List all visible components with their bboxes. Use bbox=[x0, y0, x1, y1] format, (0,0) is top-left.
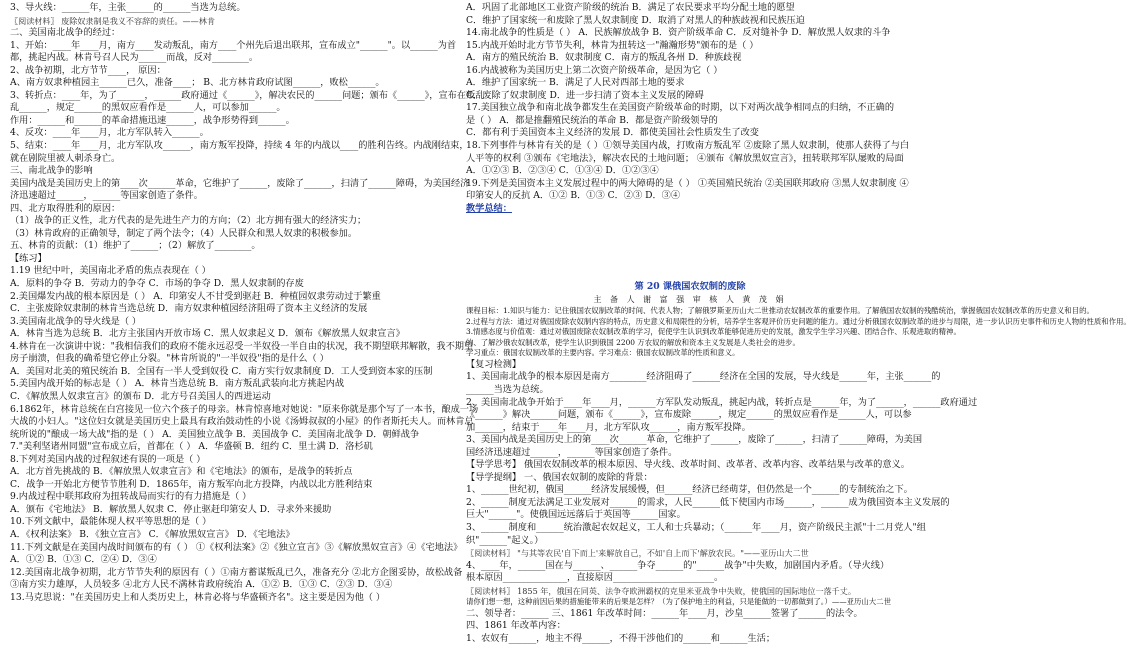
text-line: 四、北方取得胜利的原因： bbox=[10, 202, 121, 214]
review-section bbox=[466, 358, 978, 646]
text-line: 4.林肯在一次演讲中说："我相信我们的政府不能永远忍受一半奴役一半自由的状况，我不期望联邦解散，我不期望 bbox=[10, 340, 474, 352]
text-line: 2、战争初期，北方节节____， 原因： bbox=[10, 64, 166, 76]
text-line: 〖阅读材料〗 1855 年，俄国在同英、法争夺欧洲霸权的克里米亚战争中失败，使俄国的国际地位一落千丈。 bbox=[466, 585, 856, 596]
text-line: 3.美国南北战争的导火线是（ ） bbox=[10, 315, 142, 327]
text-line: 大战的小妇人。"这位妇女就是美国历史上最具有政治鼓动性的小说《汤姆叔叔的小屋》的作者斯托夫人。而林肯总 bbox=[10, 416, 474, 428]
text-line: 14.南北战争的性质是（ ） A．民族解放战争 B．资产阶级革命 C．反对缝补争 D．解放黑人奴隶的斗争 bbox=[466, 27, 891, 39]
goal-line: 的、了解沙俄农奴制改革，使学生认识到俄国 2200 万农奴的解放和资本主义发展是人类社会的进步。 bbox=[466, 337, 800, 347]
text-line: 巨大"______"。使俄国远远落后于英国等______国家。 bbox=[466, 509, 686, 521]
lesson-title: 第 20 课俄国农奴制的废除 bbox=[634, 281, 746, 293]
text-line: 3、转折点：____年，为了______，______政府通过《______》，解决农民的______问题；颁布《______》，宣布在叛乱 bbox=[10, 89, 485, 101]
text-line: （1）战争的正义性，北方代表的是先进生产力的方向；（2）北方拥有强大的经济实力； bbox=[10, 215, 367, 227]
text-line: 15.内战开始时北方节节失利，林肯为扭转这一"瀚瀚形势"颁布的是（ ） bbox=[466, 39, 759, 51]
text-line: 3、美国内战是美国历史上的第____次______革命，它维护了______，废除了______，扫清了______障碍，为美国 bbox=[466, 434, 923, 446]
text-line: A．维护了国家统一 B．满足了人民对西部土地的要求 bbox=[466, 77, 685, 89]
authors-line: 主 备 人 谢 富 强 审 核 人 黄 茂 娟 bbox=[593, 294, 787, 304]
text-line: 根本原因______________，直接原因______________________。 bbox=[466, 572, 724, 584]
text-line: 2.美国爆发内战的根本原因是（ ） A．印第安人不甘受到驱赶 B．种植园奴隶劳动过于繁重 bbox=[10, 290, 381, 302]
text-line: 2、______制度无法满足工业发展对______的需求，人民______低下使国内市场______，______成为俄国资本主义发展的 bbox=[466, 496, 950, 508]
goal-line: 3.情感态度与价值观：通过对俄国废除农奴制改革的学习，促使学生认识到改革能够促进历史的发展，激发学生学习兴趣、团结合作、乐观进取的精神。 bbox=[466, 327, 961, 337]
text-line: 济迅速超过______，______等国家创造了条件。 bbox=[10, 190, 203, 202]
text-line: A．巩固了北部地区工业资产阶级的统治 B．满足了农民要求平均分配土地的愿望 bbox=[466, 2, 795, 13]
text-line: 人平等的权利 ③颁布《宅地法》，解决农民的土地问题； ④颁布《解放黑奴宣言》，扭转联邦军队屡败的局面 bbox=[466, 152, 904, 164]
text-line: 二、美国南北战争的经过： bbox=[10, 27, 121, 39]
goal-line: 学习重点：俄国农奴制改革的主要内容。学习难点：俄国农奴制改革的性质和意义。 bbox=[466, 348, 740, 358]
text-line: A．原料的争夺 B．劳动力的争夺 C．市场的争夺 D．黑人奴隶制的存废 bbox=[10, 278, 304, 290]
text-line: 10.下列文献中，最能体现人权平等思想的是（ ） bbox=[10, 516, 212, 528]
blank-space bbox=[466, 215, 914, 281]
text-line: 是（ ） A．都是推翻殖民统治的革命 B．都是资产阶级领导的 bbox=[466, 114, 718, 126]
text-line: 4、反攻：____年____月，北方军队转入______。 bbox=[10, 127, 209, 139]
teaching-summary-label: 教学总结： bbox=[466, 202, 512, 214]
text-line: 5.美国内战开始的标志是（ ） A．林肯当选总统 B．南方叛乱武装向北方挑起内战 bbox=[10, 378, 345, 390]
text-line: 【练习】 bbox=[10, 252, 47, 264]
goal-line: 2.过程与方法：通过对俄国废除农奴制内容的特点，历史意义和局限性的分析，培养学生客观评价历史问题的能力。通过分析俄国农奴制改革的进步与局限，进一步认识历史事件和历史人物的性质和作用。 bbox=[466, 316, 1131, 326]
course-goals bbox=[466, 306, 1131, 359]
text-line: A．颁布《宅地法》 B．解放黑人奴隶 C．停止驱赶印第安人 D．寻求外来援助 bbox=[10, 503, 332, 515]
text-line: C．主张废除奴隶制的林肯当选总统 D．南方奴隶种植园经济阻碍了资本主义经济的发展 bbox=[10, 303, 368, 315]
practice-questions-continued bbox=[466, 2, 914, 203]
goal-line: 课程目标：1.知识与能力：记住俄国农奴制改革的时间、代表人物；了解俄罗斯亚历山大二世推动农奴制改革的重要作用。了解俄国农奴制的残酷统治，掌握俄国农奴制改革的历史意义和目的。 bbox=[466, 306, 1094, 316]
text-line: 《______》解决______问题，颁布《______》，宣布废除______，规定______的黑奴应看作是______人，可以参 bbox=[466, 409, 912, 421]
text-line: 〖阅读材料〗 "与其等农民'自下而上'来解放自己，不如'自上而下'解放农民。"——亚历山大二世 bbox=[466, 548, 809, 559]
text-line: 12.美国南北战争初期，北方节节失利的原因有（ ）①南方蓄谋叛乱已久，准备充分 ②北方企图妥协，故松战备 bbox=[10, 566, 463, 578]
text-line: 17.美国独立战争和南北战争都发生在美国资产阶级革命的时期，以下对两次战争相同点的归纳，不正确的 bbox=[466, 102, 895, 114]
text-line: A．《权利法案》 B．《独立宣言》 C．《解放黑奴宣言》 D．《宅地法》 bbox=[10, 528, 295, 540]
text-line: 请你们想一想，这种前因后果的措施能带来的后果是怎样？（为了保护地主的利益，只是能做的一切都做到了。）——亚历山大二世 bbox=[466, 597, 891, 607]
text-line: 16.内战被称为美国历史上第二次资产阶级革命，是因为它（ ） bbox=[466, 64, 723, 76]
text-line: 1、美国南北战争的根本原因是南方________经济阻碍了______经济在全国的发展，导火线是______年，主张______的 bbox=[466, 371, 941, 383]
text-line: 8.下列对美国内战的过程叙述有误的一项是（ ） bbox=[10, 453, 206, 465]
text-line: 五、林肯的贡献：（1）维护了______；（2）解放了________。 bbox=[10, 240, 261, 252]
text-line: A．美国对北美的殖民统治 B．全国有一半人受到奴役 C．南方实行奴隶制度 D．工人受到资本家的压制 bbox=[10, 365, 433, 377]
text-line: 5、结束：____年____月，北方军队攻______，南方叛军投降，持续 4 年的内战以____的胜利告终。内战刚结束， bbox=[10, 140, 469, 152]
text-line: A．林肯当选为总统 B．北方主张国内开放市场 C．黑人奴隶起义 D．颁布《解放黑人奴隶宣言》 bbox=[10, 328, 405, 340]
text-line: 作用：______和______的革命措施迅速______，战争形势得到______。 bbox=[10, 114, 295, 126]
text-line: A．南方的殖民统治 B．奴隶制度 C．南方的叛乱各州 D．种族歧视 bbox=[466, 52, 742, 64]
text-line: 【复习检测】 bbox=[466, 358, 522, 370]
text-line: 乱______，规定______的黑奴应看作是______人，可以参加______。 bbox=[10, 102, 286, 114]
text-line: 18.下列事件与林肯有关的是（ ）①领导美国内战，打败南方叛乱军 ②废除了黑人奴隶制，使那人获得了与白 bbox=[466, 140, 910, 152]
text-line: 4、____年，______国在与______、______争夺______的"______战争"中失败，加剧国内矛盾。（导火线） bbox=[466, 559, 890, 571]
text-line: 【导学提纲】 一、俄国农奴制的废除的背景： bbox=[466, 471, 653, 483]
text-line: 统所说的"酿成一场大战"指的是（ ） A．美国独立战争 B．美国战争 C．美国南北战争 D．朝鲜战争 bbox=[10, 428, 420, 440]
text-line: 3、______制度和______统治激起农奴起义，工人和士兵暴动；（______年____月，资产阶级民主派"十二月党人"组 bbox=[466, 522, 926, 533]
text-line: 9.内战过程中联邦政府为扭转战局而实行的有力措施是（ ） bbox=[10, 491, 252, 503]
text-line: 四、1861 年改革内容： bbox=[466, 620, 566, 632]
text-line: 1、农奴有______，地主不得______，不得干涉他们的______和______生活； bbox=[466, 632, 776, 644]
text-line: （3）林肯政府的正确领导，制定了两个法令；（4）人民群众和黑人奴隶的积极参加。 bbox=[10, 227, 358, 239]
text-line: C．战争一开始北方便节节胜利 D．1865年，南方叛军向北方投降，内战以北方胜利结束 bbox=[10, 478, 373, 490]
text-line: 19.下列是美国资本主义发展过程中的两大障碍的是（ ） ①英国殖民统治 ②美国联邦政府 ③黑人奴隶制度 ④ bbox=[466, 177, 909, 189]
text-line: 美国内战是美国历史上的第____次______革命，它维护了______，废除了______，扫清了______障碍，为美国经济 bbox=[10, 177, 470, 189]
text-line: A．①② B．①③ C．②④ D．③④ bbox=[10, 554, 157, 566]
text-line: 三、南北战争的影响 bbox=[10, 165, 93, 177]
text-line: A．北方首先挑战的 B．《解放黑人奴隶宣言》和《宅地法》的颁布，是战争的转折点 bbox=[10, 466, 353, 478]
text-line: 1、______世纪初，俄国______经济发展缓慢，但______经济已经萌芽，但仍然是一个______的专制统治之下。 bbox=[466, 484, 913, 496]
text-line: C．《解放黑人奴隶宣言》的颁布 D．北方号召美国人的西进运动 bbox=[10, 390, 271, 402]
text-line: 〖阅读材料〗 废除奴隶制是我义不容辞的责任。——林肯 bbox=[10, 15, 215, 26]
text-line: A、南方奴隶种植园主______已久，准备____； B、北方林肯政府试图______，败松______。 bbox=[10, 77, 385, 89]
text-line: 【导学思考】 俄国农奴制改革的根本原因、导火线、改革时间、改革者、改革内容、改革结果与改革的意义。 bbox=[466, 459, 910, 471]
text-line: C．都有利于美国资本主义经济的发展 D．都使美国社会性质发生了改变 bbox=[466, 127, 759, 139]
text-line: 织"______"起义。） bbox=[466, 534, 544, 546]
text-line: 1.19 世纪中叶，美国南北矛盾的焦点表现在（ ） bbox=[10, 265, 211, 277]
text-line: 印第安人的反抗 A．①② B．①③ C．②③ D．③④ bbox=[466, 190, 681, 202]
text-line: A．①②③ B．②③④ C．①③④ D．①②③④ bbox=[466, 165, 659, 177]
text-line: 7."美利坚诸州同盟"宣布成立后，首都在（ ） A．华盛顿 B．纽约 C．里士满 D．洛杉矶 bbox=[10, 441, 373, 453]
text-line: 2、美国南北战争开始于____年____月，______方军队发动叛乱，挑起内战，转折点是______年，为了______，______政府通过 bbox=[466, 396, 978, 408]
text-line: 3、导火线：______年，主张______的______当选为总统。 bbox=[10, 2, 246, 13]
text-line: 就在剧院里被人刺杀身亡。 bbox=[10, 152, 121, 164]
text-line: 房子崩溃，但我的确希望它停止分裂。"林肯所说的"一半奴役"指的是什么（ ） bbox=[10, 353, 329, 365]
text-line: 都，挑起内战。林肯号召人民为______而战，反对________。 bbox=[10, 52, 259, 64]
text-line: 国经济迅速超过______，______等国家创造了条件。 bbox=[466, 446, 678, 458]
text-line: C．废除了奴隶制度 D．进一步扫清了资本主义发展的障碍 bbox=[466, 89, 704, 101]
text-line: C．维护了国家统一和废除了黑人奴隶制度 D．取消了对黑人的种族歧视和民族压迫 bbox=[466, 14, 805, 26]
text-line: ③南方实力雄厚，人员较多 ④北方人民不满林肯政府统治 A．①② B．①③ C．②③ D．③④ bbox=[10, 579, 393, 591]
text-line: 1、开始：____年____月，南方____发动叛乱，南方____个州先后退出联邦，宣布成立"______"。以______为首 bbox=[10, 39, 457, 51]
text-line: 加______，结束于____年____月，北方军队攻______，南方叛军投降。 bbox=[466, 421, 751, 433]
right-column bbox=[466, 2, 1131, 645]
text-line: 13.马克思说："在美国历史上和人类历史上，林肯必将与华盛顿齐名"。这主要是因为他（ ） bbox=[10, 591, 386, 603]
text-line: ______当选为总统。 bbox=[466, 383, 549, 395]
text-line: 11.下列文献是在美国内战时间颁布的有（ ） ①《权利法案》②《独立宣言》③《解放黑奴宣言》④《宅地法》 bbox=[10, 541, 463, 553]
text-line: 二、领导者：______ 三、1861 年改革时间：______年____月，沙皇______签署了______的法令。 bbox=[466, 607, 863, 619]
left-column bbox=[10, 2, 485, 604]
text-line: 6.1862年，林肯总统在白宫接见一位六个孩子的母亲。林肯惊喜地对她说："原来你就是那个写了一本书，酿成一场 bbox=[10, 403, 479, 415]
